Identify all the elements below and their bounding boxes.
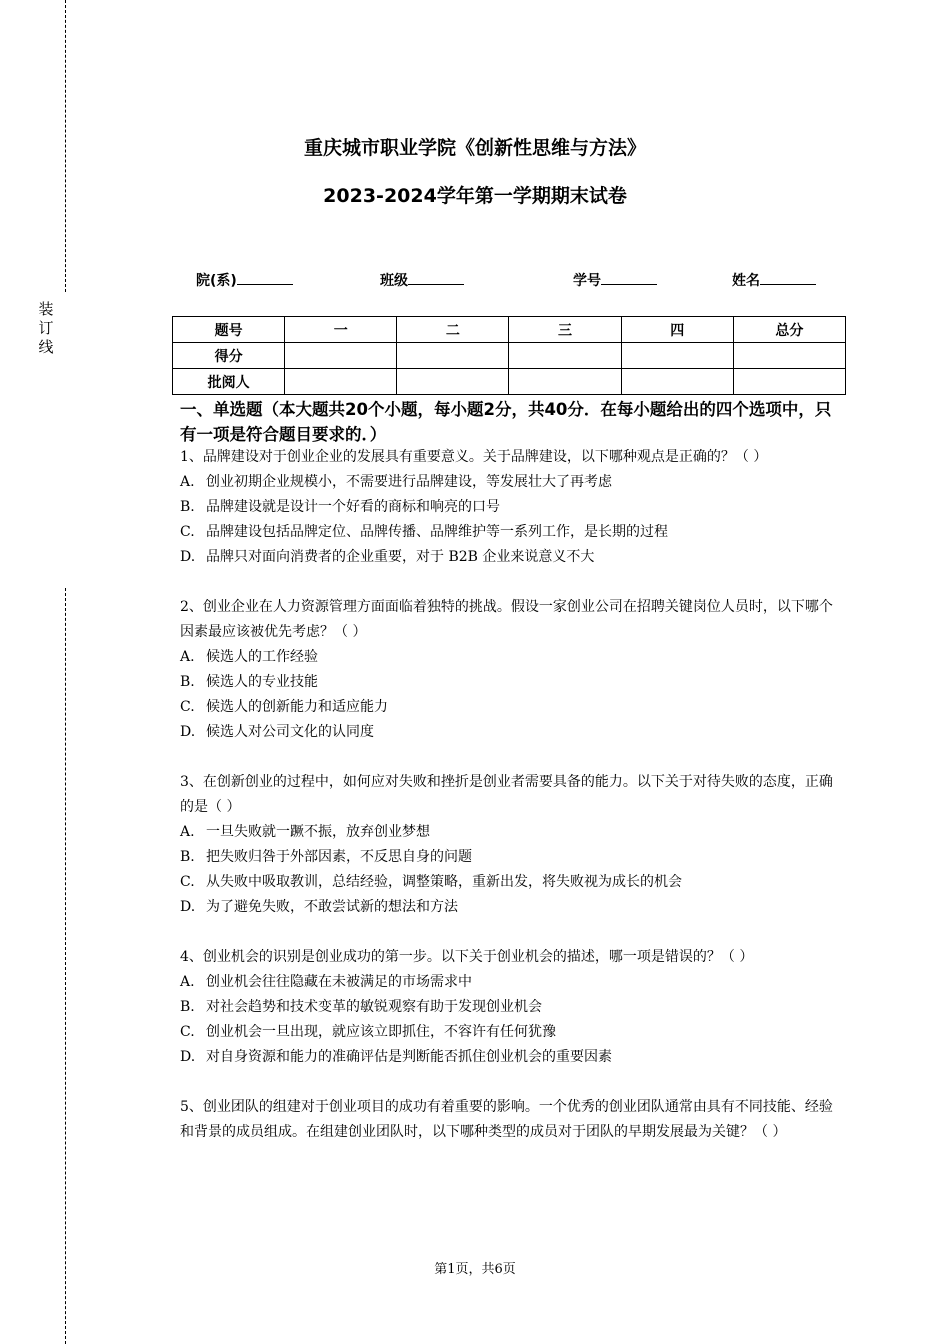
option-letter: C. [180, 874, 195, 890]
option-letter: A. [180, 824, 195, 840]
option-text: 一旦失败就一蹶不振，放弃创业梦想 [206, 824, 430, 840]
section-heading: 一、单选题（本大题共20个小题，每小题2分，共40分．在每小题给出的四个选项中，只有一项是符合题目要求的．） [180, 400, 832, 444]
option-c[interactable] [180, 1020, 844, 1045]
grader-cell[interactable] [285, 369, 397, 395]
student-info-row [0, 270, 950, 290]
grader-cell[interactable] [509, 369, 621, 395]
option-letter: A. [180, 474, 195, 490]
option-letter: C. [180, 1024, 195, 1040]
option-letter: D. [180, 899, 196, 915]
option-letter: C. [180, 699, 195, 715]
option-letter: D. [180, 1049, 196, 1065]
question-1 [180, 445, 844, 570]
option-c[interactable] [180, 695, 844, 720]
score-table-header-cell: 一 [285, 317, 397, 343]
binding-char: 装 [38, 300, 54, 318]
score-table-header-row [173, 317, 846, 343]
option-a[interactable] [180, 970, 844, 995]
score-cell[interactable] [621, 343, 733, 369]
score-cell[interactable] [285, 343, 397, 369]
option-text: 品牌建设包括品牌定位、品牌传播、品牌维护等一系列工作，是长期的过程 [206, 524, 668, 540]
question-5 [180, 1095, 844, 1145]
exam-title-line2: 2023-2024学年第一学期期末试卷 [323, 185, 627, 207]
option-letter: A. [180, 649, 195, 665]
option-letter: B. [180, 999, 195, 1015]
question-stem: 1、品牌建设对于创业企业的发展具有重要意义。关于品牌建设，以下哪种观点是正确的？（ ） [180, 449, 768, 465]
question-list [180, 445, 844, 1170]
exam-title-line1: 重庆城市职业学院《创新性思维与方法》 [303, 137, 646, 159]
question-stem: 3、在创新创业的过程中，如何应对失败和挫折是创业者需要具备的能力。以下关于对待失败的态度，正确的是（ ） [180, 774, 833, 815]
option-b[interactable] [180, 995, 844, 1020]
option-d[interactable] [180, 1045, 844, 1070]
option-text: 候选人对公司文化的认同度 [206, 724, 374, 740]
option-letter: D. [180, 724, 196, 740]
option-text: 品牌只对面向消费者的企业重要，对于 B2B 企业来说意义不大 [206, 549, 595, 565]
question-2 [180, 595, 844, 745]
info-field-student-id [573, 270, 657, 290]
score-table-header-cell: 四 [621, 317, 733, 343]
score-cell[interactable] [397, 343, 509, 369]
score-table-row-grader [173, 369, 846, 395]
name-blank[interactable] [760, 270, 816, 285]
question-stem: 2、创业企业在人力资源管理方面面临着独特的挑战。假设一家创业公司在招聘关键岗位人员时，以下哪个因素最应该被优先考虑？（ ） [180, 599, 833, 640]
option-text: 创业机会往往隐藏在未被满足的市场需求中 [206, 974, 472, 990]
page-footer: 第1页，共6页 [434, 1262, 516, 1277]
option-text: 候选人的专业技能 [206, 674, 318, 690]
option-text: 为了避免失败，不敢尝试新的想法和方法 [206, 899, 458, 915]
option-text: 候选人的工作经验 [206, 649, 318, 665]
binding-char: 订 [38, 319, 54, 337]
info-field-name [732, 270, 816, 290]
option-text: 对自身资源和能力的准确评估是判断能否抓住创业机会的重要因素 [206, 1049, 612, 1065]
option-b[interactable] [180, 495, 844, 520]
info-field-class [380, 270, 464, 290]
info-field-label: 学号 [573, 273, 601, 289]
option-text: 创业初期企业规模小，不需要进行品牌建设，等发展壮大了再考虑 [206, 474, 612, 490]
option-letter: C. [180, 524, 195, 540]
option-a[interactable] [180, 645, 844, 670]
option-letter: D. [180, 549, 196, 565]
score-table-header-cell: 三 [509, 317, 621, 343]
score-table-row-label: 批阅人 [173, 369, 285, 395]
option-a[interactable] [180, 820, 844, 845]
score-table-header-cell: 总分 [733, 317, 845, 343]
option-letter: A. [180, 974, 195, 990]
class-blank[interactable] [408, 270, 464, 285]
option-letter: B. [180, 674, 195, 690]
score-table-row-score [173, 343, 846, 369]
option-text: 创业机会一旦出现，就应该立即抓住，不容许有任何犹豫 [206, 1024, 556, 1040]
option-letter: B. [180, 849, 195, 865]
grader-cell[interactable] [733, 369, 845, 395]
option-b[interactable] [180, 670, 844, 695]
option-text: 从失败中吸取教训，总结经验，调整策略，重新出发，将失败视为成长的机会 [206, 874, 682, 890]
grader-cell[interactable] [397, 369, 509, 395]
info-field-label: 姓名 [732, 273, 760, 289]
option-a[interactable] [180, 470, 844, 495]
option-d[interactable] [180, 720, 844, 745]
question-4 [180, 945, 844, 1070]
score-cell[interactable] [733, 343, 845, 369]
info-field-label: 院(系) [196, 273, 237, 289]
option-text: 品牌建设就是设计一个好看的商标和响亮的口号 [206, 499, 500, 515]
binding-label [36, 300, 56, 357]
score-table-row-label: 得分 [173, 343, 285, 369]
option-letter: B. [180, 499, 195, 515]
question-stem: 4、创业机会的识别是创业成功的第一步。以下关于创业机会的描述，哪一项是错误的？（ ） [180, 949, 754, 965]
option-text: 候选人的创新能力和适应能力 [206, 699, 388, 715]
score-table-header-cell: 二 [397, 317, 509, 343]
binding-char: 线 [38, 338, 54, 356]
binding-dashed-line-bottom [65, 588, 66, 1344]
grader-cell[interactable] [621, 369, 733, 395]
score-table-header-cell: 题号 [173, 317, 285, 343]
score-cell[interactable] [509, 343, 621, 369]
option-b[interactable] [180, 845, 844, 870]
option-c[interactable] [180, 870, 844, 895]
score-table [172, 316, 846, 395]
option-text: 把失败归咎于外部因素，不反思自身的问题 [206, 849, 472, 865]
option-c[interactable] [180, 520, 844, 545]
info-field-label: 班级 [380, 273, 408, 289]
option-d[interactable] [180, 895, 844, 920]
student-id-blank[interactable] [601, 270, 657, 285]
question-stem: 5、创业团队的组建对于创业项目的成功有着重要的影响。一个优秀的创业团队通常由具有不同技能、经验和背景的成员组成。在组建创业团队时，以下哪种类型的成员对于团队的早期发展最为关键？（ ） [180, 1099, 833, 1140]
department-blank[interactable] [237, 270, 293, 285]
info-field-department [196, 270, 293, 290]
question-3 [180, 770, 844, 920]
option-d[interactable] [180, 545, 844, 570]
option-text: 对社会趋势和技术变革的敏锐观察有助于发现创业机会 [206, 999, 542, 1015]
